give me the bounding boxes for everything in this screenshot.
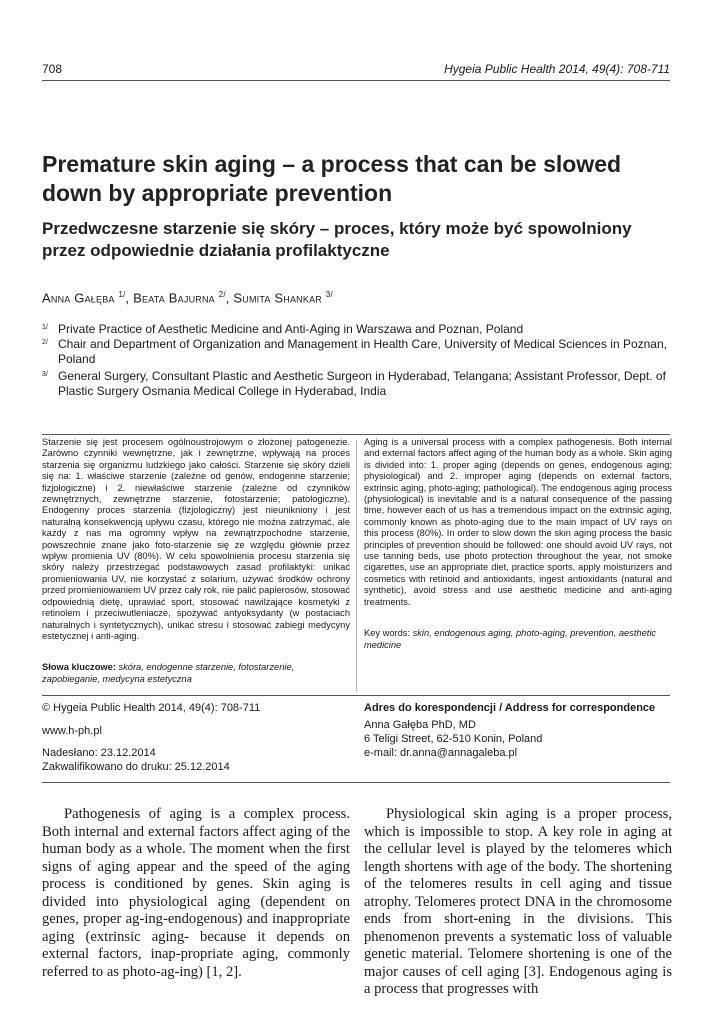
- copyright-line: © Hygeia Public Health 2014, 49(4): 708-711: [42, 702, 261, 714]
- abstract-top-rule: [42, 434, 670, 435]
- author-affiliation-mark: 3/: [325, 290, 333, 299]
- body-paragraph: Physiological skin aging is a proper process, which is impossible to stop. A key role in aging at the cellular level is played by the telomeres which length shortens with age of the body. The shortening of the telomeres results in cell aging and tissue atrophy. Telomeres protect DNA in the chromosome ends from short-ening in the divisions. This phenomenon prevents a systematic loss of valuable genetic material. Telomere shortening is one of the major causes of cell aging [3]. Endogenous aging is a process that progresses with: [364, 806, 672, 997]
- info-bottom-rule: [42, 782, 670, 783]
- keywords-text: skin, endogenous aging, photo-aging, prevention, aesthetic medicine: [364, 628, 657, 650]
- author-name: Anna Gałęba: [42, 290, 115, 306]
- article-title-english: Premature skin aging – a process that can be slowed down by appropriate prevention: [42, 151, 622, 206]
- body-paragraph: Pathogenesis of aging is a complex process. Both internal and external factors affect aging of the human body as a whole. The moment when the first signs of aging appear and the speed of the aging process is conditioned by genes. Skin aging is divided into physiological aging (dependent on genes, proper ag-ing-endogenous) and inappropriate aging (extrinsic aging- because it depends on external factors, inap-propriate aging, commonly referred to as photo-ag-ing) [1, 2].: [42, 806, 350, 980]
- author-affiliation-mark: 1/: [118, 290, 126, 299]
- affiliation-item: [42, 369, 672, 399]
- abstract-polish: Starzenie się jest procesem ogólnoustrojowym o złożonej patogenezie. Zarówno czynniki wewnętrzne, jak i zewnętrzne, wpływają na proces starzenia się organizmu ludzkiego jako całości. Starzenie się skóry dzieli się na: 1. właściwe starzenie (zależne od genów, endogenne starzenie; fizjologiczne) i 2. niewłaściwe starzenie (zależne od czynników zewnętrznych, zewnętrzne starzenie, fotostarzenie; patologiczne). Endogenny proces starzenia (fizjologiczny) jest nieunikniony i jest naturalną konsekwencją upływu czasu, którego nie można zatrzymać, ale każdy z nas ma ogromny wpływ na zewnątrzpochodne starzenie, powszechnie znane jako foto-starzenie się ze względu głównie przez wpływ promienia UV (80%). W celu spowolnienia procesu starzenia się skóry należy przestrzegać podstawowych zasad profilaktyki: unikać promieniowania UV, nie korzystać z solarium, używać środków ochrony przed promieniowaniem UV przez cały rok, nie palić papierosów, stosować odpowiednią dietę, uprawiać sport, stosować nawilżające kosmetyki z retinolem i przeciwutleniacze, spożywać antyoksydanty (w postaciach naturalnych i syntetycznych), unikać stresu i stosować zabiegi medycyny estetycznej i anti-aging.: [42, 437, 350, 641]
- author-affiliation-mark: 2/: [218, 290, 226, 299]
- correspondence-email: e-mail: dr.anna@annagaleba.pl: [364, 747, 518, 759]
- header-divider: [42, 80, 670, 81]
- affiliation-text: Chair and Department of Organization and Management in Health Care, University of Medical Sciences in Poznan, Poland: [58, 337, 667, 366]
- author-list: Anna Gałęba $^{1/}$, Beata Bajurna $^{2/}$, Sumita Shankar $^{3/}$: [42, 290, 333, 306]
- acceptance-date: Zakwalifikowano do druku: 25.12.2014: [42, 761, 230, 773]
- body-column-left: [42, 806, 350, 981]
- journal-website: www.h-ph.pl: [42, 725, 102, 737]
- page-number: 708: [42, 62, 63, 76]
- submission-date: Nadesłano: 23.12.2014: [42, 747, 156, 759]
- keywords-text: skóra, endogenne starzenie, fotostarzenie, zapobieganie, medycyna estetyczna: [42, 662, 295, 684]
- affiliation-item: [42, 337, 672, 367]
- author-name: Beata Bajurna: [133, 290, 215, 306]
- affiliation-item: [42, 322, 672, 337]
- affiliation-text: General Surgery, Consultant Plastic and Aesthetic Surgeon in Hyderabad, Telangana; Assistant Professor, Dept. of Plastic Surgery Osmania Medical College in Hyderabad, India: [58, 369, 666, 398]
- author-name: Sumita Shankar: [233, 290, 322, 306]
- correspondence-name: Anna Gałęba PhD, MD: [364, 719, 476, 731]
- keywords-polish: [42, 662, 350, 685]
- affiliation-text: Private Practice of Aesthetic Medicine and Anti-Aging in Warszawa and Poznan, Poland: [58, 322, 524, 336]
- keywords-label: Key words:: [364, 628, 410, 638]
- correspondence-heading: Adres do korespondencji / Address for correspondence: [364, 702, 656, 714]
- abstract-english: Aging is a universal process with a complex pathogenesis. Both internal and external factors affect aging of the human body as a whole. Skin aging is divided into: 1. proper aging (depends on genes, endogenous aging; physiological) and 2. improper aging (depends on external factors, extrinsic aging, photo-aging; pathological). The endogenous aging process (physiological) is inevitable and is a natural consequence of the passing time, however each of us has a tremendous impact on the extrinsic aging, commonly known as photo-aging due to the main impact of UV rays on this process (80%). In order to slow down the skin aging process the basic principles of prevention should be followed: one should avoid UV rays, not use tanning beds, use photo protection throughout the year, not smoke cigarettes, use an appropriate diet, practice sports, apply moisturizers and cosmetics with retinoid and antioxidants, ingest antioxidants (natural and synthetic), avoid stress and use aesthetic medicine and anti-aging treatments.: [364, 437, 672, 607]
- affiliation-mark: 2/: [42, 339, 48, 346]
- keywords-english: [364, 628, 672, 651]
- info-top-rule: [42, 695, 670, 696]
- affiliation-mark: 3/: [42, 371, 48, 378]
- correspondence-address: 6 Teligi Street, 62-510 Konin, Poland: [364, 733, 543, 745]
- journal-reference: Hygeia Public Health 2014, 49(4): 708-711: [444, 62, 670, 76]
- body-column-right: [364, 806, 672, 999]
- abstract-column-divider: [356, 440, 357, 692]
- affiliation-mark: 1/: [42, 324, 48, 331]
- article-title-polish: Przedwczesne starzenie się skóry – proces, który może być spowolniony przez odpowiednie działania profilaktyczne: [42, 219, 632, 260]
- keywords-label: Słowa kluczowe:: [42, 662, 116, 672]
